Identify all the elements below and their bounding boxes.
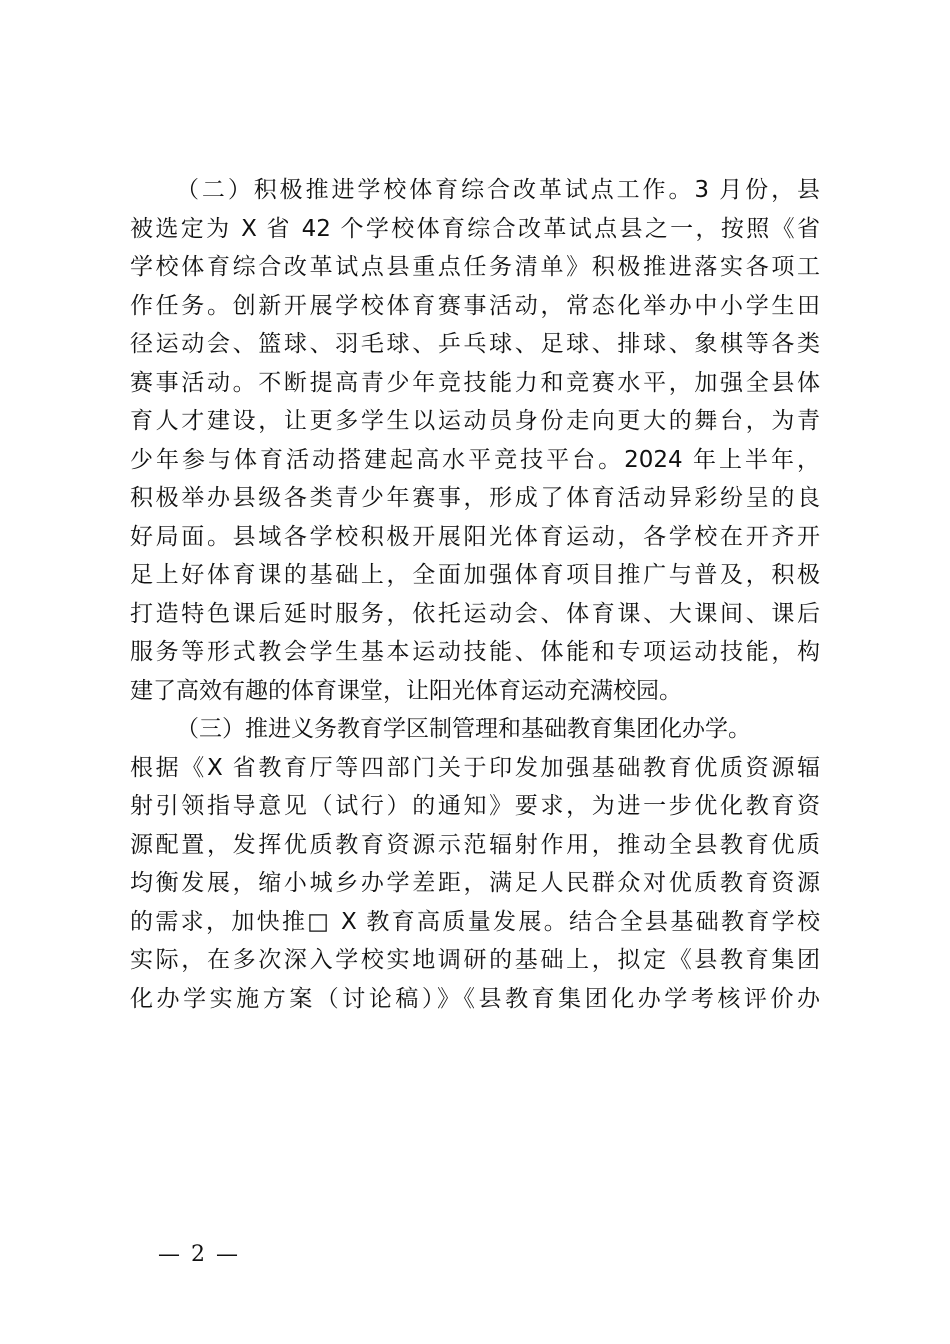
page-number: — 2 —	[158, 1242, 240, 1267]
text-line: 径运动会、篮球、羽毛球、乒乓球、足球、排球、象棋等各类	[130, 331, 820, 357]
text-line: 足上好体育课的基础上，全面加强体育项目推广与普及，积极	[130, 562, 820, 588]
text-line: 实际，在多次深入学校实地调研的基础上，拟定《县教育集团	[130, 947, 820, 973]
text-line: （二）积极推进学校体育综合改革试点工作。3 月份，县	[176, 177, 820, 203]
text-line: 积极举办县级各类青少年赛事，形成了体育活动异彩纷呈的良	[130, 485, 820, 511]
text-line: 作任务。创新开展学校体育赛事活动，常态化举办中小学生田	[130, 292, 820, 319]
text-line: 化办学实施方案（讨论稿）》《县教育集团化办学考核评价办	[130, 985, 820, 1012]
text-line: （三）推进义务教育学区制管理和基础教育集团化办学。	[176, 716, 751, 742]
text-line: 的需求，加快推□ X 教育高质量发展。结合全县基础教育学校	[130, 908, 820, 935]
text-line: 好局面。县域各学校积极开展阳光体育运动，各学校在开齐开	[130, 523, 820, 550]
text-line: 赛事活动。不断提高青少年竞技能力和竞赛水平，加强全县体	[130, 369, 820, 396]
text-line: 育人才建设，让更多学生以运动员身份走向更大的舞台，为青	[130, 408, 820, 434]
text-line: 少年参与体育活动搭建起高水平竞技平台。2024 年上半年，	[130, 446, 820, 473]
text-line: 打造特色课后延时服务，依托运动会、体育课、大课间、课后	[130, 600, 820, 627]
text-line: 均衡发展，缩小城乡办学差距，满足人民群众对优质教育资源	[130, 870, 820, 896]
text-line: 被选定为 X 省 42 个学校体育综合改革试点县之一，按照《省	[130, 215, 820, 242]
text-line: 射引领指导意见（试行）的通知》要求，为进一步优化教育资	[130, 793, 820, 819]
text-line: 学校体育综合改革试点县重点任务清单》积极推进落实各项工	[130, 254, 820, 280]
text-line: 建了高效有趣的体育课堂，让阳光体育运动充满校园。	[130, 677, 682, 704]
text-line: 源配置，发挥优质教育资源示范辐射作用，推动全县教育优质	[130, 831, 820, 858]
document-body	[130, 171, 820, 1018]
text-line: 根据《X 省教育厅等四部门关于印发加强基础教育优质资源辐	[130, 754, 820, 781]
text-line: 服务等形式教会学生基本运动技能、体能和专项运动技能，构	[130, 639, 820, 665]
